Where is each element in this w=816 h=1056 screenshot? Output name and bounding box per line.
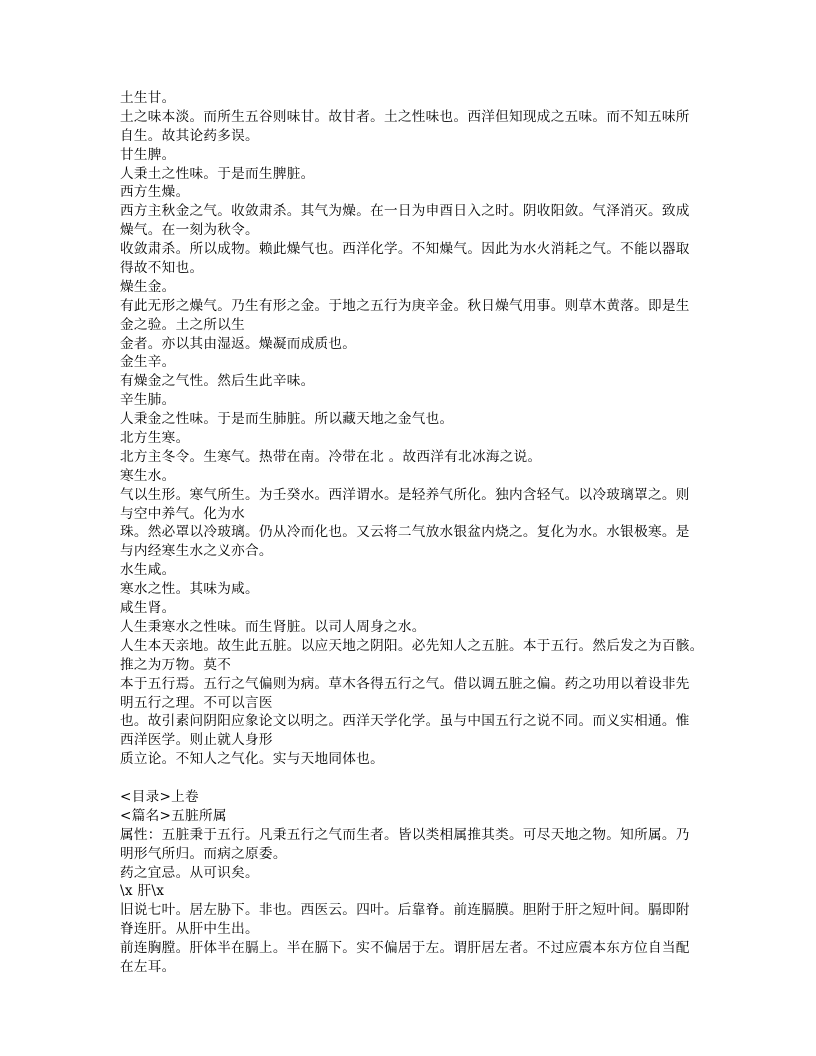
text-line: 也。故引素问阴阳应象论文以明之。西洋天学化学。虽与中国五行之说不同。而义实相通。惟 (120, 713, 690, 730)
text-line: 人生秉寒水之性味。而生肾脏。以司人周身之水。 (120, 618, 426, 635)
text-line: 本于五行焉。五行之气偏则为病。草木各得五行之气。借以调五脏之偏。药之功用以着设非先 (120, 675, 690, 692)
text-line: 燥气。在一刻为秋令。 (120, 222, 259, 239)
text-line: 自生。故其论药多误。 (120, 127, 259, 144)
text-line: 明形气所归。而病之原委。 (120, 845, 287, 862)
text-line: 西洋医学。则止就人身形 (120, 732, 273, 749)
text-line: 有燥金之气性。然后生此辛味。 (120, 373, 315, 390)
text-line: 收敛肃杀。所以成物。赖此燥气也。西洋化学。不知燥气。因此为水火消耗之气。不能以器取 (120, 241, 690, 258)
text-line: 金生辛。 (120, 354, 176, 371)
text-line: 西方生燥。 (120, 184, 190, 201)
text-line: 得故不知也。 (120, 260, 204, 277)
text-line: 甘生脾。 (120, 146, 176, 163)
text-line: 药之宜忌。从可识矣。 (120, 864, 259, 881)
section-heading: \x 肝\x (120, 883, 165, 900)
text-line: 珠。然必罩以冷玻璃。仍从冷而化也。又云将二气放水银盆内烧之。复化为水。水银极寒。是 (120, 524, 690, 541)
text-line: 人生本天亲地。故生此五脏。以应天地之阴阳。必先知人之五脏。本于五行。然后发之为百骸。 (120, 637, 704, 654)
text-line: 质立论。不知人之气化。实与天地同体也。 (120, 751, 384, 768)
document-page (120, 89, 710, 977)
text-line: 北方主冬令。生寒气。热带在南。冷带在北 。故西洋有北冰海之说。 (120, 448, 542, 465)
text-line: 有此无形之燥气。乃生有形之金。于地之五行为庚辛金。秋日燥气用事。则草木黄落。即是生 (120, 297, 690, 314)
text-line: 金之验。土之所以生 (120, 316, 246, 333)
text-line: 与内经寒生水之义亦合。 (120, 543, 273, 560)
text-line: 燥生金。 (120, 278, 176, 295)
text-line: 属性：五脏秉于五行。凡秉五行之气而生者。皆以类相属推其类。可尽天地之物。知所属。乃 (120, 826, 690, 843)
chapter-heading: <篇名>五脏所属 (120, 807, 227, 824)
blank-line (120, 769, 710, 788)
text-line: 推之为万物。莫不 (120, 656, 232, 673)
text-line: 脊连肝。从肝中生出。 (120, 921, 259, 938)
text-line: 前连胸膛。肝体半在膈上。半在膈下。实不偏居于左。谓肝居左者。不过应震本东方位自当配 (120, 940, 690, 957)
text-line: 旧说七叶。居左胁下。非也。西医云。四叶。后靠脊。前连膈膜。胆附于肝之短叶间。膈即附 (120, 902, 690, 919)
text-line: 寒水之性。其味为咸。 (120, 581, 259, 598)
text-line: 北方生寒。 (120, 430, 190, 447)
text-line: 气以生形。寒气所生。为壬癸水。西洋谓水。是轻养气所化。独内含轻气。以冷玻璃罩之。则 (120, 486, 690, 503)
text-line: 土之味本淡。而所生五谷则味甘。故甘者。土之性味也。西洋但知现成之五味。而不知五味所 (120, 108, 690, 125)
toc-heading: <目录>上卷 (120, 788, 199, 805)
text-line: 水生咸。 (120, 562, 176, 579)
text-line: 明五行之理。不可以言医 (120, 694, 273, 711)
text-line: 与空中养气。化为水 (120, 505, 246, 522)
text-line: 咸生肾。 (120, 600, 176, 617)
text-line: 寒生水。 (120, 467, 176, 484)
text-line: 西方主秋金之气。收敛肃杀。其气为燥。在一日为申酉日入之时。阴收阳敛。气泽消灭。致成 (120, 203, 690, 220)
text-line: 辛生肺。 (120, 392, 176, 409)
text-line: 土生甘。 (120, 90, 176, 106)
text-line: 在左耳。 (120, 958, 176, 975)
text-line: 人秉金之性味。于是而生肺脏。所以藏天地之金气也。 (120, 411, 454, 428)
text-line: 金者。亦以其由湿返。燥凝而成质也。 (120, 335, 357, 352)
text-line: 人秉土之性味。于是而生脾脏。 (120, 165, 315, 182)
